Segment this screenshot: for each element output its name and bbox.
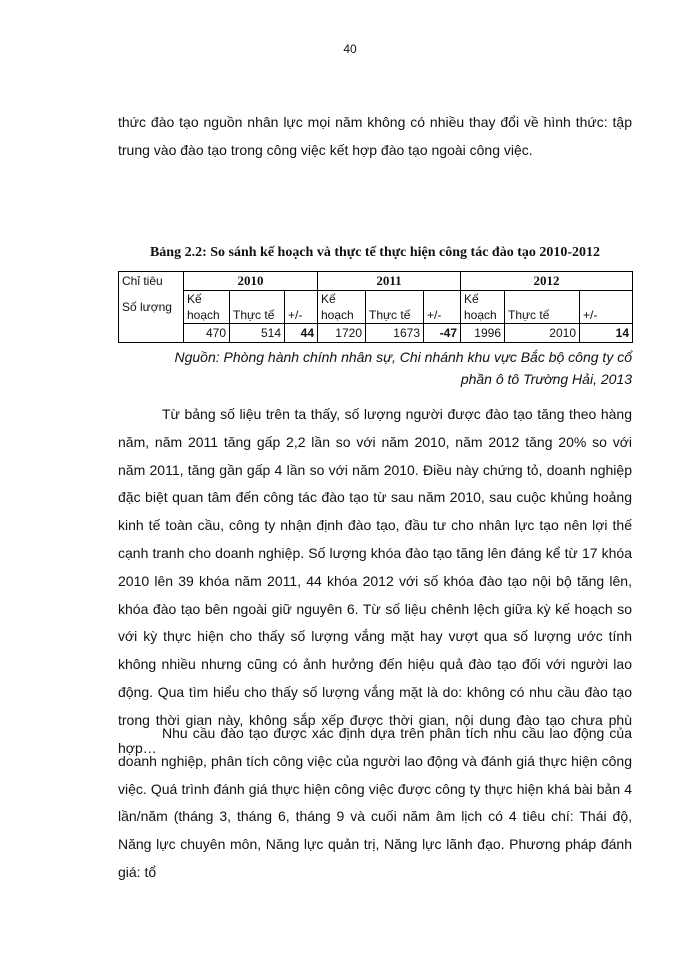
table-caption: Bảng 2.2: So sánh kế hoạch và thực tế thực hiện công tác đào tạo 2010-2012 — [149, 245, 601, 260]
diff-2010: 44 — [285, 324, 318, 343]
plan-header-2012: Kế hoạch — [461, 291, 505, 324]
plan-2012: 1996 — [461, 324, 505, 343]
table-source — [118, 346, 632, 390]
analysis-paragraph — [118, 401, 632, 762]
table-subheader-row — [119, 291, 633, 324]
plan-header-2010: Kế hoạch — [184, 291, 230, 324]
actual-header-2010: Thực tế — [230, 291, 285, 324]
source-line-1: Nguồn: Phòng hành chính nhân sự, Chi nhánh khu vực Bắc bộ công ty cổ — [174, 349, 632, 365]
source-line-2: phần ô tô Trường Hải, 2013 — [460, 371, 632, 387]
page-number: 40 — [343, 42, 357, 56]
actual-2010: 514 — [230, 324, 285, 343]
actual-2012: 2010 — [505, 324, 580, 343]
intro-paragraph-text: thức đào tạo nguồn nhân lực mọi năm không có nhiều thay đổi về hình thức: tập trung vào đào tạo trong công việc kết hợp đào tạo ngoài công việc. — [118, 114, 632, 158]
intro-paragraph — [118, 109, 632, 165]
plan-2010: 470 — [184, 324, 230, 343]
row-label: Số lượng — [119, 291, 184, 324]
needs-paragraph-text: Nhu cầu đào tạo được xác định dựa trên phân tích nhu cầu lao động của doanh nghiệp, phân tích công việc của người lao động và đánh giá thực hiện công việc. Quá trình đánh giá thực hiện công việc được công ty thực hiện khá bài bản 4 lần/năm (tháng 3, tháng 6, tháng 9 và cuối năm âm lịch có 4 tiêu chí: Thái độ, Năng lực chuyên môn, Năng lực quản trị, Năng lực lãnh đạo. Phương pháp đánh giá: tổ — [118, 725, 632, 880]
needs-paragraph — [118, 720, 632, 887]
plan-2011: 1720 — [318, 324, 366, 343]
actual-2011: 1673 — [366, 324, 424, 343]
actual-header-2011: Thực tế — [366, 291, 424, 324]
diff-2011: -47 — [424, 324, 461, 343]
year-header-2010: 2010 — [184, 272, 318, 291]
actual-header-2012: Thực tế — [505, 291, 580, 324]
diff-2012: 14 — [580, 324, 633, 343]
year-header-2011: 2011 — [318, 272, 461, 291]
year-header-2012: 2012 — [461, 272, 633, 291]
diff-header-2010: +/- — [285, 291, 318, 324]
analysis-paragraph-text: Từ bảng số liệu trên ta thấy, số lượng người được đào tạo tăng theo hàng năm, năm 2011 tăng gấp 2,2 lần so với năm 2010, năm 2012 tăng 20% so với năm 2011, tăng gần gấp 4 lần so với năm 2010. Điều này chứng tỏ, doanh nghiệp đặc biệt quan tâm đến công tác đào tạo từ sau năm 2010, sau cuộc khủng hoảng kinh tế toàn cầu, công ty nhận định đào tạo, đầu tư cho nhân lực tạo nên lợi thế cạnh tranh cho doanh nghiệp. Số lượng khóa đào tạo tăng lên đáng kể từ 17 khóa 2010 lên 39 khóa năm 2011, 44 khóa 2012 với số khóa đào tạo nội bộ tăng lên, khóa đào tạo bên ngoài giữ nguyên 6. Từ số liệu chênh lệch giữa kỳ kế hoạch so với kỳ thực hiện cho thấy số lượng vắng mặt hay vượt qua số lượng ước tính không nhiều nhưng cũng có ảnh hưởng đến hiệu quả đào tạo đối với người lao động. Qua tìm hiểu cho thấy số lượng vắng mặt là do: không có nhu cầu đào tạo trong thời gian này, không sắp xếp được thời gian, nội dung đào tạo chưa phù hợp… — [118, 406, 632, 756]
table-row — [119, 324, 633, 343]
row-label-header: Chỉ tiêu — [119, 272, 184, 291]
row-label-spacer — [119, 324, 184, 343]
diff-header-2011: +/- — [424, 291, 461, 324]
diff-header-2012: +/- — [580, 291, 633, 324]
table-header-row — [119, 272, 633, 291]
training-comparison-table — [118, 271, 633, 343]
plan-header-2011: Kế hoạch — [318, 291, 366, 324]
